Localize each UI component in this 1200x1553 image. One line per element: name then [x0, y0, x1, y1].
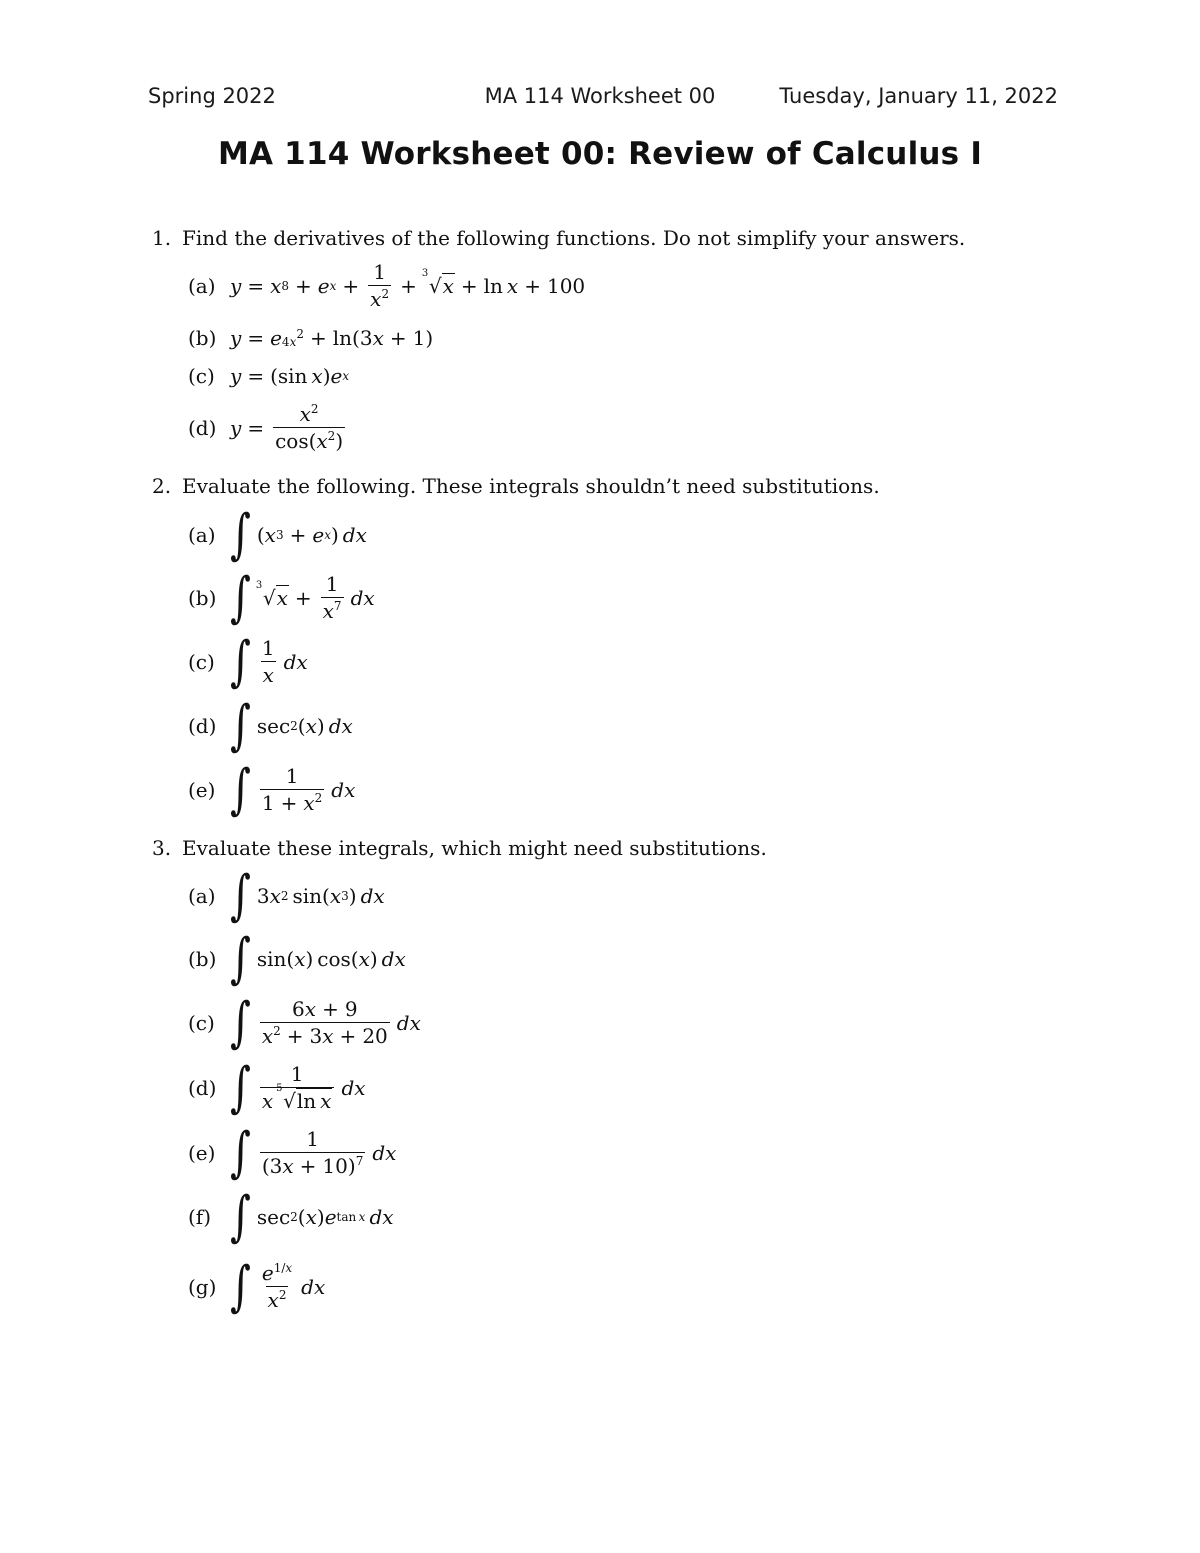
- header-date: Tuesday, January 11, 2022: [779, 84, 1058, 108]
- integral-sign: ∫: [230, 566, 251, 630]
- item-label: (b): [188, 586, 217, 610]
- question-number: 1.: [152, 226, 172, 250]
- q3-item-b: [188, 927, 406, 991]
- integral-sign: ∫: [230, 991, 251, 1055]
- q2-item-b: [188, 566, 375, 630]
- question-1: [152, 226, 965, 250]
- integral-sign: ∫: [230, 630, 251, 694]
- math-expression: y = e $4x^2$ + ln(3 x + 1): [230, 326, 434, 350]
- math-expression: ∫ $\frac{1}{(3x + 10)^7}$ dx: [230, 1121, 397, 1185]
- item-label: (c): [188, 364, 215, 388]
- integral-sign: ∫: [230, 1185, 251, 1249]
- integral-sign: ∫: [230, 1121, 251, 1185]
- question-3: [152, 836, 767, 860]
- q3-item-a: [188, 864, 385, 928]
- question-prompt: Find the derivatives of the following functions. Do not simplify your answers.: [182, 226, 966, 250]
- integral-sign: ∫: [230, 927, 251, 991]
- item-label: (f): [188, 1205, 212, 1229]
- integral-sign: ∫: [230, 694, 251, 758]
- item-label: (b): [188, 326, 217, 350]
- item-label: (d): [188, 714, 217, 738]
- math-expression: y = x 8 + e x + $\frac{1}{x^2}$ + 3 √x + ln x + 100: [230, 260, 586, 311]
- q3-item-f: [188, 1185, 394, 1249]
- integral-sign: ∫: [230, 1056, 251, 1120]
- math-expression: ∫ sec 2 ( x ) e tan x dx: [230, 1185, 394, 1249]
- question-number: 2.: [152, 474, 172, 498]
- page-title: MA 114 Worksheet 00: Review of Calculus I: [217, 136, 983, 172]
- item-label: (e): [188, 1141, 216, 1165]
- header-course: MA 114 Worksheet 00: [484, 84, 716, 108]
- item-label: (a): [188, 523, 216, 547]
- header-semester: Spring 2022: [148, 84, 276, 108]
- item-label: (b): [188, 947, 217, 971]
- math-expression: ∫ $\frac{6x + 9}{x^2 + 3x + 20}$ dx: [230, 991, 421, 1055]
- item-label: (c): [188, 650, 215, 674]
- q1-item-d: [188, 396, 348, 460]
- math-expression: ∫ 1 x 5 √ln x dx: [230, 1056, 366, 1120]
- q2-item-c: [188, 630, 308, 694]
- math-expression: ∫ sin( x ) cos( x ) dx: [230, 927, 406, 991]
- item-label: (a): [188, 884, 216, 908]
- item-label: (d): [188, 1076, 217, 1100]
- integral-sign: ∫: [230, 503, 251, 567]
- math-expression: ∫ 3 x 2 sin( x 3 ) dx: [230, 864, 385, 928]
- item-label: (d): [188, 416, 217, 440]
- math-expression: ∫ $\frac{e^{1/x}}{x^2}$ dx: [230, 1255, 326, 1319]
- question-prompt: Evaluate these integrals, which might need substitutions.: [182, 836, 767, 860]
- math-expression: y = (sin x ) e x: [230, 364, 350, 388]
- math-expression: y = $\frac{x^2}{\cos(x^2)}$: [230, 402, 344, 453]
- q3-item-g: [188, 1255, 325, 1319]
- integral-sign: ∫: [230, 758, 251, 822]
- q2-item-a: [188, 503, 367, 567]
- integral-sign: ∫: [230, 864, 251, 928]
- q3-item-e: [188, 1121, 396, 1185]
- item-label: (g): [188, 1275, 217, 1299]
- math-expression: ∫ $\frac{1}{1 + x^2}$ dx: [230, 758, 356, 822]
- item-label: (a): [188, 274, 216, 298]
- q3-item-d: [188, 1056, 366, 1120]
- q3-item-c: [188, 991, 421, 1055]
- question-prompt: Evaluate the following. These integrals shouldn’t need substitutions.: [182, 474, 880, 498]
- math-expression: ∫ $\frac{1}{x}$ dx: [230, 630, 308, 694]
- item-label: (c): [188, 1011, 215, 1035]
- math-expression: ∫ sec 2 ( x ) dx: [230, 694, 353, 758]
- item-label: (e): [188, 778, 216, 802]
- q2-item-d: [188, 694, 353, 758]
- math-expression: ∫ ( x 3 + e x ) dx: [230, 503, 367, 567]
- integral-sign: ∫: [230, 1255, 251, 1319]
- question-2: [152, 474, 880, 498]
- q2-item-e: [188, 758, 355, 822]
- question-number: 3.: [152, 836, 172, 860]
- math-expression: ∫ 3 √x + $\frac{1}{x^7}$ dx: [230, 566, 375, 630]
